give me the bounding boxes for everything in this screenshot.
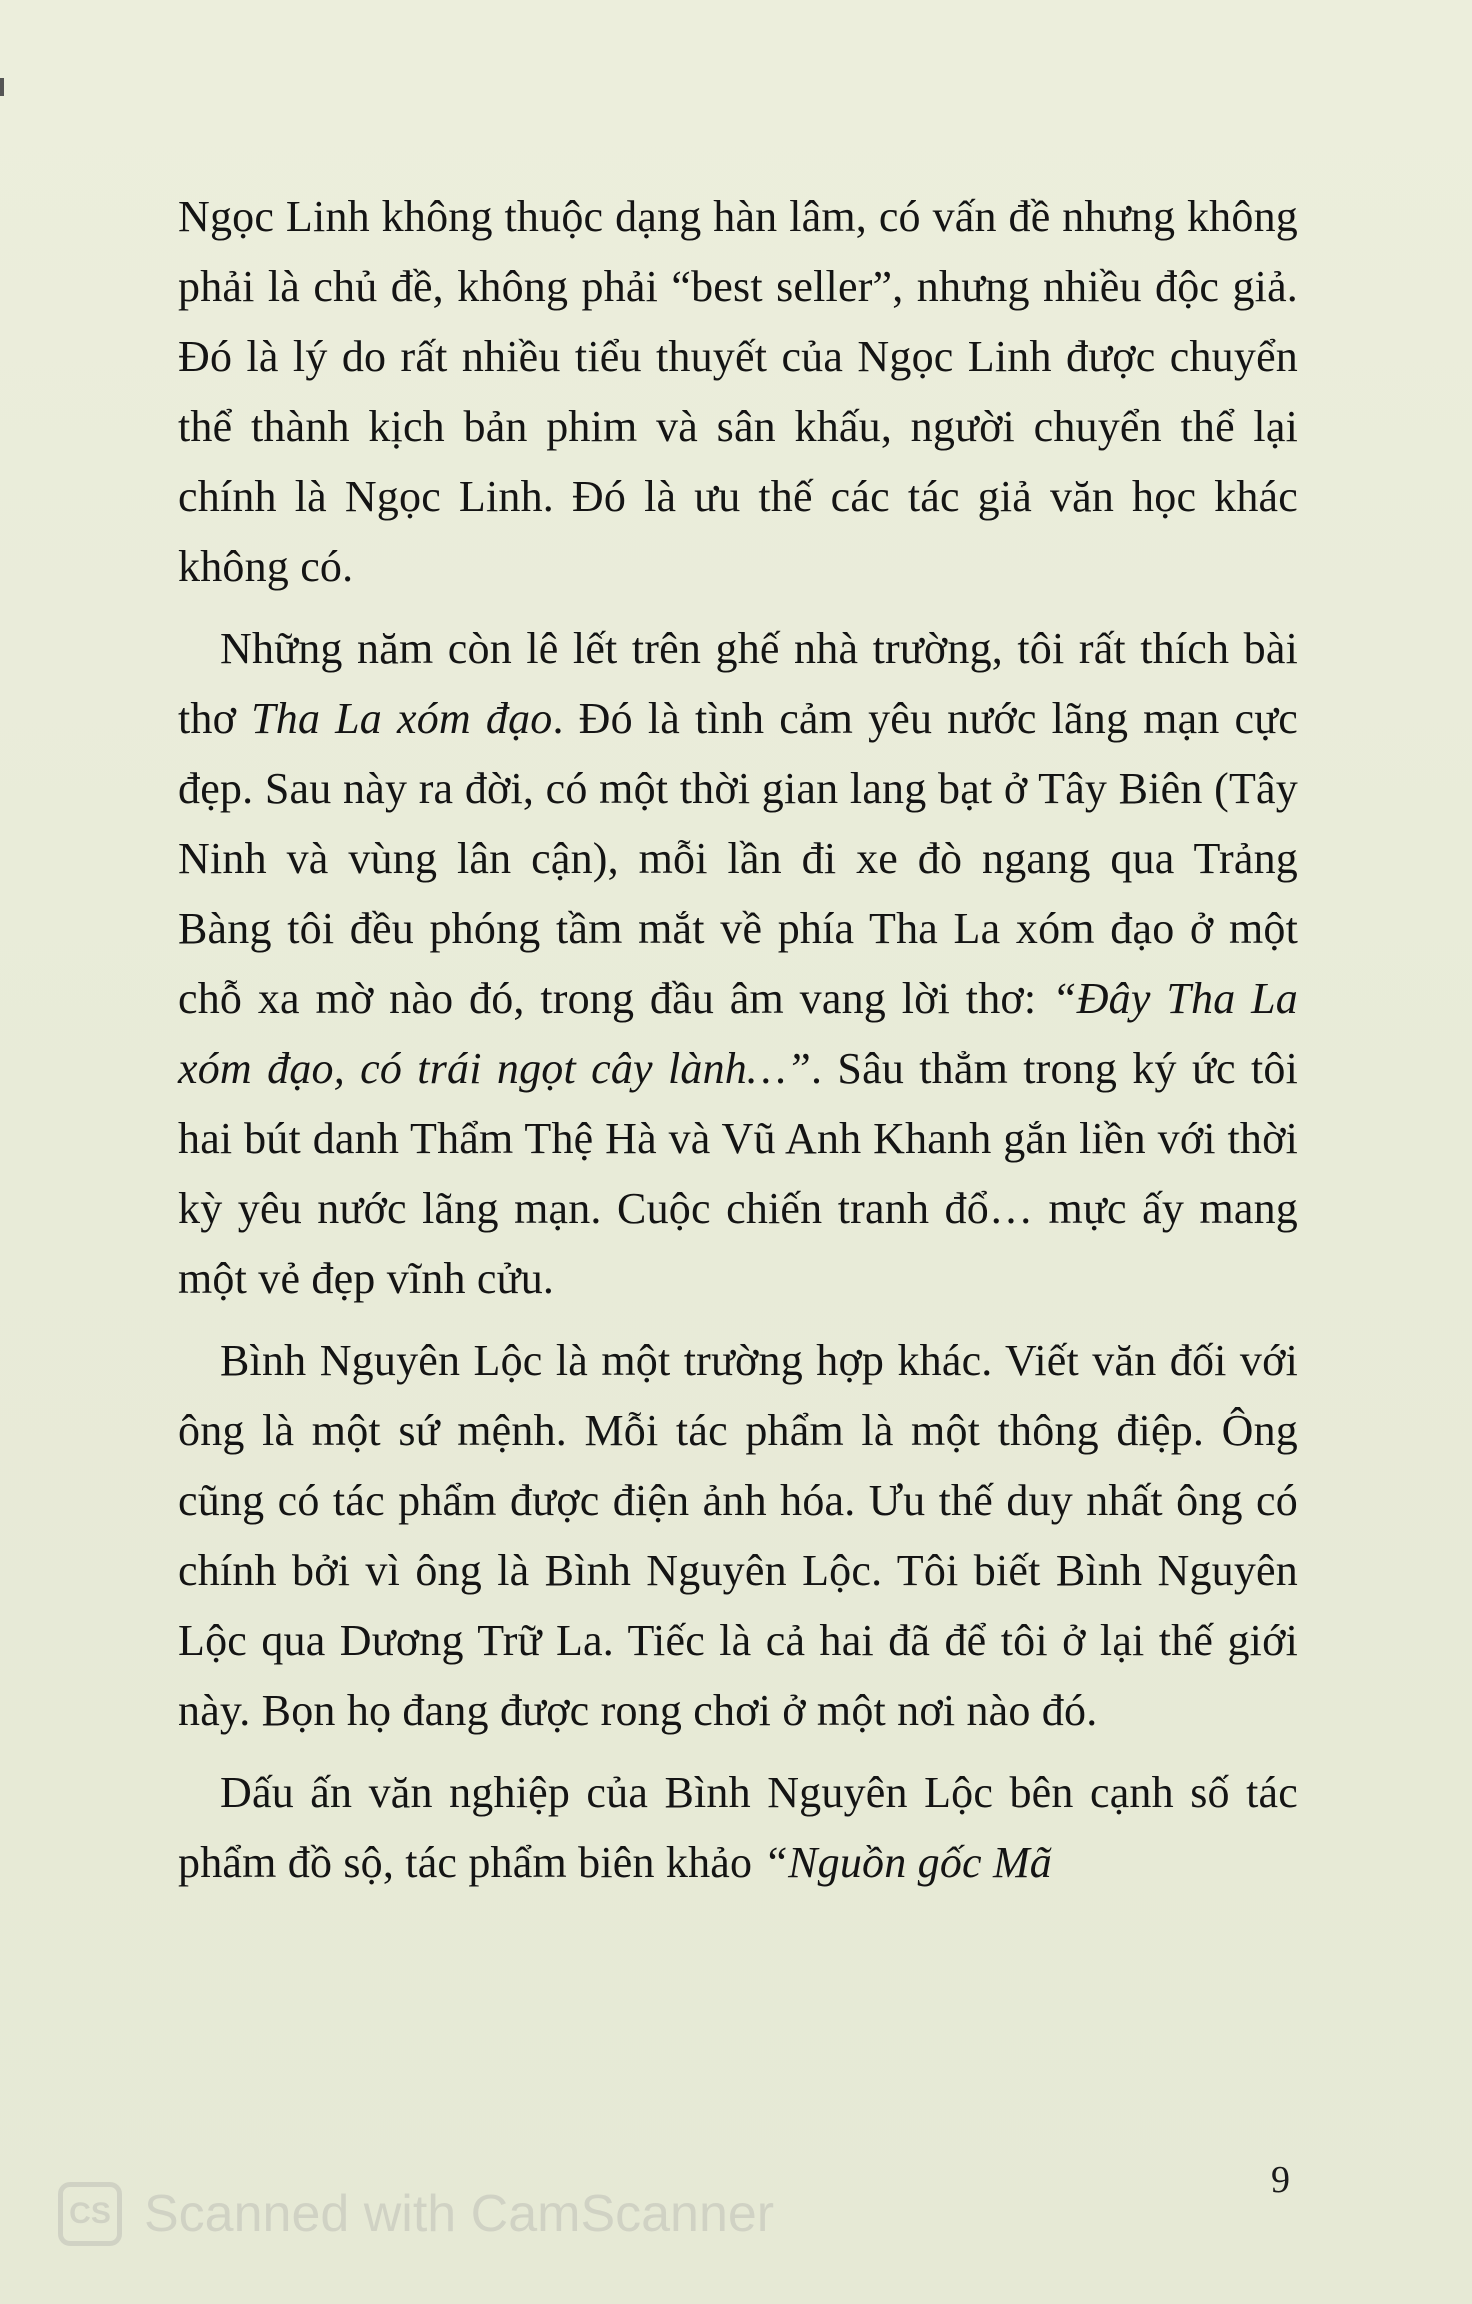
paragraph-2-seg-1: Những năm còn lê lết trên ghế nhà trường, tôi rất thích bài thơ xyxy=(178,624,1298,743)
poem-title-italic: Tha La xóm đạo xyxy=(251,694,553,743)
paragraph-1-text: Ngọc Linh không thuộc dạng hàn lâm, có vấn đề nhưng không phải là chủ đề, không phải “best seller”, nhưng nhiều độc giả. Đó là lý do rất nhiều tiểu thuyết của Ngọc Linh được chuyển thể thành kịch bản phim và sân khấu, người chuyển thể lại chính là Ngọc Linh. Đó là ưu thế các tác giả văn học khác không có. xyxy=(178,192,1298,591)
paragraph-2-seg-3: . Đó là tình cảm yêu nước lãng mạn cực đẹp. Sau này ra đời, có một thời gian lang bạt ở Tây Biên (Tây Ninh và vùng lân cận), mỗi lần đi xe đò ngang qua Trảng Bàng tôi đều phóng tầm mắt về phía Tha La xóm đạo ở một chỗ xa mờ nào đó, trong đầu âm vang lời thơ: xyxy=(178,694,1298,1023)
book-title-italic: “Nguồn gốc Mã xyxy=(763,1838,1053,1887)
paragraph-2-seg-5: . Sâu thẳm trong ký ức tôi hai bút danh Thẩm Thệ Hà và Vũ Anh Khanh gắn liền với thời kỳ yêu nước lãng mạn. Cuộc chiến tranh đổ… mực ấy mang một vẻ đẹp vĩnh cửu. xyxy=(178,1044,1298,1303)
paragraph-4 xyxy=(178,1758,1298,1898)
paragraph-1 xyxy=(178,182,1298,602)
paragraph-4-seg-1: Dấu ấn văn nghiệp của Bình Nguyên Lộc bên cạnh số tác phẩm đồ sộ, tác phẩm biên khảo xyxy=(178,1768,1298,1887)
paragraph-2 xyxy=(178,614,1298,1314)
paragraph-3 xyxy=(178,1326,1298,1746)
paragraph-3-text: Bình Nguyên Lộc là một trường hợp khác. Viết văn đối với ông là một sứ mệnh. Mỗi tác phẩm là một thông điệp. Ông cũng có tác phẩm được điện ảnh hóa. Ưu thế duy nhất ông có chính bởi vì ông là Bình Nguyên Lộc. Tôi biết Bình Nguyên Lộc qua Dương Trữ La. Tiếc là cả hai đã để tôi ở lại thế giới này. Bọn họ đang được rong chơi ở một nơi nào đó. xyxy=(178,1336,1298,1735)
scanner-watermark xyxy=(58,2182,774,2246)
body-text xyxy=(178,182,1298,1910)
page-number: 9 xyxy=(1271,2159,1290,2201)
page-edge-mark xyxy=(0,78,4,96)
watermark-text: Scanned with CamScanner xyxy=(144,2185,775,2243)
camscanner-logo-icon: CS xyxy=(58,2182,122,2246)
poem-quote-italic: “Đây Tha La xóm đạo, có trái ngọt cây lành…” xyxy=(178,974,1299,1093)
